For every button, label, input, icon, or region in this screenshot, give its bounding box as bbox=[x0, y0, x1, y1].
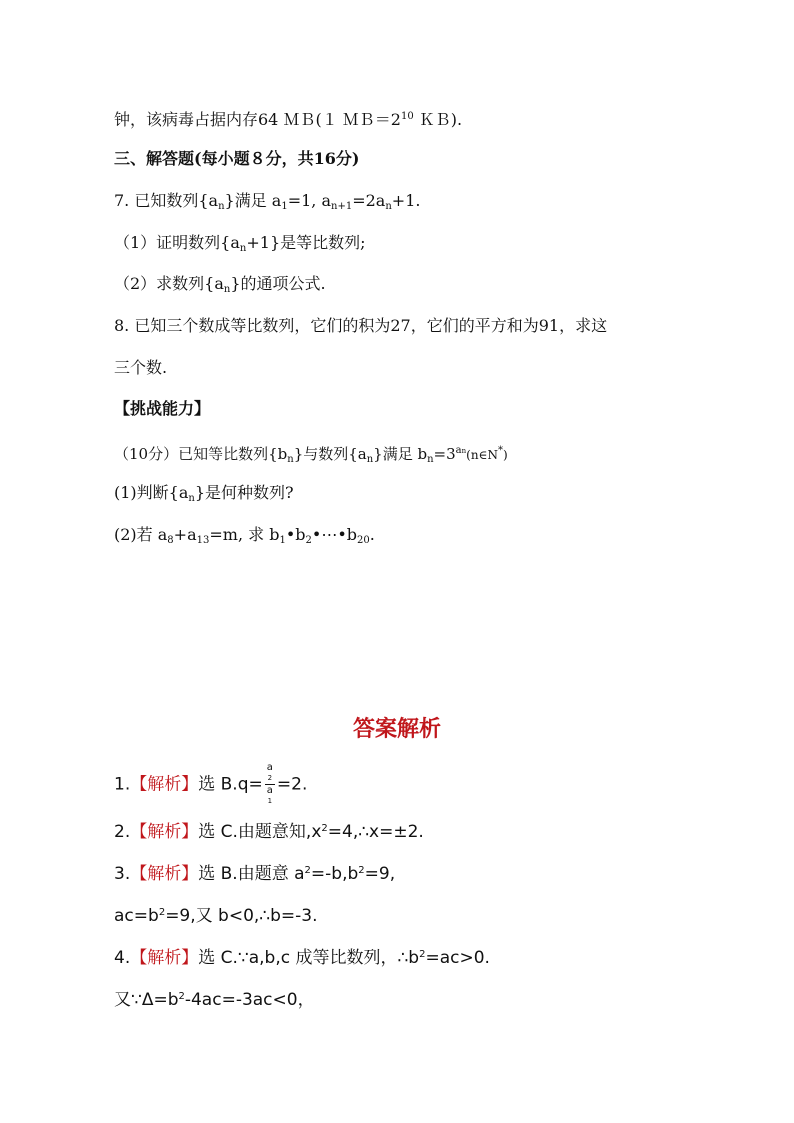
subscript: n bbox=[239, 243, 247, 254]
text-segment: }满足 a bbox=[224, 191, 282, 210]
exponent-base: a bbox=[455, 445, 462, 456]
text-segment: +1}是等比数列; bbox=[246, 233, 366, 252]
subscript: 2 bbox=[305, 535, 312, 546]
subscript: 1 bbox=[279, 535, 286, 546]
text-segment: ) bbox=[502, 448, 508, 462]
subscript: n bbox=[287, 454, 294, 465]
subscript: n bbox=[188, 493, 195, 504]
numerator-base: a bbox=[266, 762, 273, 773]
superscript: 2 bbox=[178, 991, 185, 1002]
text-segment: （10分）已知等比数列{b bbox=[114, 445, 288, 463]
superscript: * bbox=[497, 445, 503, 456]
subscript: n+1 bbox=[331, 201, 353, 212]
text-segment: }满足 b bbox=[373, 445, 428, 463]
answer-4 bbox=[114, 944, 490, 969]
text-segment: }与数列{a bbox=[293, 445, 367, 463]
text-segment: }的通项公式. bbox=[230, 274, 326, 293]
question-7-part-2 bbox=[114, 273, 326, 301]
text-segment: 选 C.由题意知,x bbox=[198, 822, 322, 842]
text-segment: -4ac=-3ac<0， bbox=[184, 990, 315, 1010]
question-7-part-1 bbox=[114, 232, 366, 260]
superscript: 10 bbox=[400, 111, 414, 122]
analysis-tag: 【解析】 bbox=[130, 822, 199, 842]
fraction-numerator bbox=[265, 762, 275, 785]
text-segment: =2a bbox=[352, 191, 386, 210]
superscript: 2 bbox=[321, 823, 328, 834]
challenge-question-1 bbox=[114, 482, 294, 510]
text-segment: =ac>0. bbox=[425, 948, 490, 968]
text-segment: （1）证明数列{a bbox=[114, 233, 240, 252]
superscript: 2 bbox=[358, 865, 365, 876]
numerator-subscript: 2 bbox=[267, 774, 273, 782]
subscript: n bbox=[223, 284, 231, 295]
subscript: 1 bbox=[281, 201, 288, 212]
text-segment: 钟，该病毒占据内存64 ＭＢ(１ ＭＢ＝2 bbox=[114, 110, 401, 129]
denominator-base: a bbox=[266, 785, 273, 796]
text-segment: (2)若 a bbox=[114, 525, 168, 544]
superscript: 2 bbox=[158, 907, 166, 918]
answer-number: 1. bbox=[114, 774, 131, 795]
subscript: 20 bbox=[357, 535, 370, 546]
question-7 bbox=[114, 190, 420, 218]
section-title: 三、解答题(每小题８分，共16分) bbox=[114, 149, 360, 168]
text-segment: =9, bbox=[364, 864, 396, 884]
answer-3-line-2 bbox=[114, 902, 318, 927]
text-segment: (1)判断{a bbox=[114, 483, 189, 502]
subscript: n bbox=[385, 201, 392, 212]
text-segment: 7. 已知数列{a bbox=[114, 191, 219, 210]
answer-2 bbox=[114, 818, 424, 843]
exponent bbox=[456, 445, 466, 456]
analysis-tag: 【解析】 bbox=[130, 774, 199, 795]
text-segment: •⋯•b bbox=[311, 525, 358, 544]
question-8-line-2: 三个数. bbox=[114, 358, 168, 377]
answer-3 bbox=[114, 860, 395, 885]
text-segment: =m, 求 b bbox=[209, 525, 280, 544]
text-segment: =4,∴x=±2. bbox=[327, 822, 424, 842]
text-segment: （2）求数列{a bbox=[114, 274, 224, 293]
text-segment: ac=b bbox=[114, 906, 159, 926]
answer-number: 4. bbox=[114, 948, 131, 968]
text-segment: =-b,b bbox=[310, 864, 359, 884]
subscript: n bbox=[427, 454, 434, 465]
text-segment: 选 C.∵a,b,c 成等比数列，∴b bbox=[198, 948, 420, 968]
answers-title: 答案解析 bbox=[352, 717, 441, 742]
text-segment: }是何种数列? bbox=[194, 483, 294, 502]
text-segment: 又∵Δ=b bbox=[114, 990, 179, 1010]
subscript: 8 bbox=[167, 535, 174, 546]
fraction-denominator bbox=[265, 785, 275, 807]
challenge-intro bbox=[114, 440, 508, 471]
text-segment: 选 B.q= bbox=[198, 774, 263, 795]
text-segment: •b bbox=[285, 525, 306, 544]
text-segment: ＫＢ). bbox=[413, 110, 463, 129]
text-segment: +a bbox=[173, 525, 197, 544]
text-segment: =2. bbox=[276, 774, 308, 795]
answer-1 bbox=[114, 762, 307, 807]
answer-number: 3. bbox=[114, 864, 131, 884]
fraction bbox=[265, 762, 275, 807]
text-segment: +1. bbox=[391, 191, 421, 210]
text-segment: =1, a bbox=[287, 191, 332, 210]
challenge-title: 【挑战能力】 bbox=[114, 399, 211, 418]
subscript: n bbox=[218, 201, 225, 212]
text-segment: (n∈N bbox=[466, 448, 498, 462]
text-segment: . bbox=[369, 525, 375, 544]
continued-text-line bbox=[114, 106, 462, 131]
superscript: 2 bbox=[419, 949, 426, 960]
text-segment: =3 bbox=[433, 445, 456, 463]
subscript: 13 bbox=[196, 535, 210, 546]
answer-4-line-2 bbox=[114, 986, 315, 1011]
exponent-subscript: n bbox=[461, 447, 467, 455]
text-segment: =9,又 b<0,∴b=-3. bbox=[165, 906, 318, 926]
analysis-tag: 【解析】 bbox=[130, 948, 199, 968]
challenge-question-2 bbox=[114, 524, 375, 552]
answer-number: 2. bbox=[114, 822, 131, 842]
subscript: n bbox=[366, 454, 374, 465]
denominator-subscript: 1 bbox=[267, 797, 273, 805]
text-segment: 选 B.由题意 a bbox=[198, 864, 305, 884]
analysis-tag: 【解析】 bbox=[130, 864, 199, 884]
question-8-line-1: 8. 已知三个数成等比数列，它们的积为27，它们的平方和为91，求这 bbox=[114, 316, 608, 335]
superscript: 2 bbox=[304, 865, 311, 876]
